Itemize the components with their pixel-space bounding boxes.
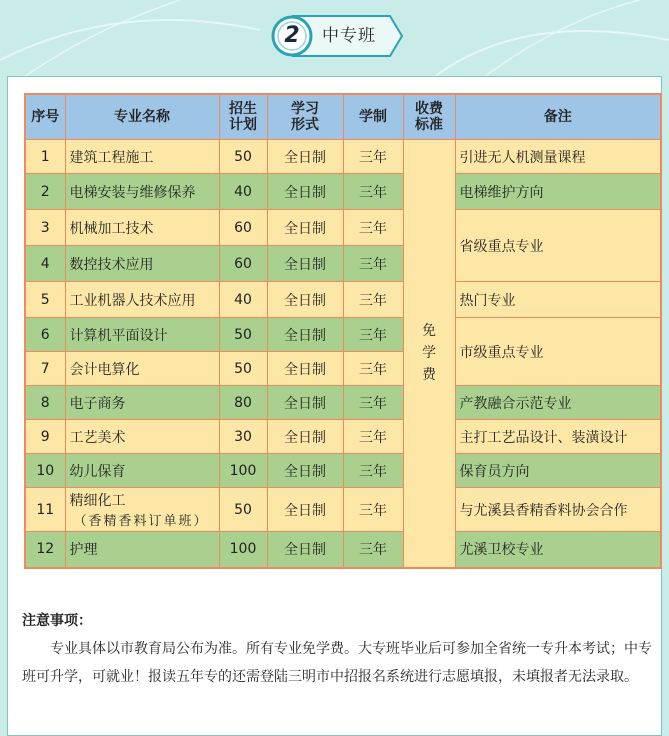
table-row <box>25 488 661 532</box>
table-row <box>25 386 661 420</box>
cell-name: 电子商务 <box>65 386 219 420</box>
cell-form: 全日制 <box>267 174 343 210</box>
table-row <box>25 140 661 174</box>
cell-plan: 60 <box>219 246 267 282</box>
cell-name: 计算机平面设计 <box>65 318 219 352</box>
cell-no: 5 <box>25 282 65 318</box>
cell-form: 全日制 <box>267 386 343 420</box>
cell-form: 全日制 <box>267 454 343 488</box>
cell-note: 保育员方向 <box>455 454 661 488</box>
cell-form: 全日制 <box>267 488 343 532</box>
cell-form: 全日制 <box>267 210 343 246</box>
col-header-no: 序号 <box>25 94 65 140</box>
cell-plan: 40 <box>219 282 267 318</box>
col-header-form: 学习形式 <box>267 94 343 140</box>
cell-form: 全日制 <box>267 420 343 454</box>
notice-title: 注意事项： <box>22 613 92 629</box>
cell-plan: 50 <box>219 140 267 174</box>
cell-years: 三年 <box>343 454 403 488</box>
cell-plan: 50 <box>219 488 267 532</box>
cell-note: 主打工艺品设计、装潢设计 <box>455 420 661 454</box>
cell-name: 工艺美术 <box>65 420 219 454</box>
cell-name-sub: （香精香料订单班） <box>73 514 209 529</box>
cell-note: 与尤溪县香精香料协会合作 <box>455 488 661 532</box>
cell-plan: 100 <box>219 454 267 488</box>
cell-form: 全日制 <box>267 246 343 282</box>
cell-no: 1 <box>25 140 65 174</box>
cell-name: 建筑工程施工 <box>65 140 219 174</box>
cell-plan: 60 <box>219 210 267 246</box>
cell-no: 6 <box>25 318 65 352</box>
fee-text: 免学费 <box>422 323 436 384</box>
cell-note: 电梯维护方向 <box>455 174 661 210</box>
cell-years: 三年 <box>343 210 403 246</box>
cell-no: 11 <box>25 488 65 532</box>
cell-note: 产教融合示范专业 <box>455 386 661 420</box>
cell-no: 12 <box>25 532 65 568</box>
cell-note: 尤溪卫校专业 <box>455 532 661 568</box>
cell-no: 10 <box>25 454 65 488</box>
cell-years: 三年 <box>343 488 403 532</box>
section-number: 2 <box>284 23 300 48</box>
notice-body: 专业具体以市教育局公布为准。所有专业免学费。大专班毕业后可参加全省统一专升本考试；中专班可升学，可就业！报读五年专的还需登陆三明市中招报名系统进行志愿填报，未填报者无法录取。 <box>22 641 652 685</box>
cell-years: 三年 <box>343 246 403 282</box>
cell-years: 三年 <box>343 318 403 352</box>
cell-form: 全日制 <box>267 352 343 386</box>
cell-years: 三年 <box>343 352 403 386</box>
cell-form: 全日制 <box>267 532 343 568</box>
cell-form: 全日制 <box>267 140 343 174</box>
cell-no: 4 <box>25 246 65 282</box>
cell-name: 工业机器人技术应用 <box>65 282 219 318</box>
cell-name: 电梯安装与维修保养 <box>65 174 219 210</box>
section-title-badge <box>270 14 404 58</box>
cell-note: 引进无人机测量课程 <box>455 140 661 174</box>
cell-plan: 100 <box>219 532 267 568</box>
cell-years: 三年 <box>343 420 403 454</box>
cell-years: 三年 <box>343 386 403 420</box>
cell-name: 机械加工技术 <box>65 210 219 246</box>
cell-form: 全日制 <box>267 282 343 318</box>
cell-plan: 50 <box>219 318 267 352</box>
cell-no: 2 <box>25 174 65 210</box>
table-row <box>25 532 661 568</box>
notice-section <box>22 607 658 691</box>
cell-name <box>65 488 219 532</box>
cell-note: 市级重点专业 <box>455 318 661 386</box>
col-header-years: 学制 <box>343 94 403 140</box>
cell-note: 省级重点专业 <box>455 210 661 282</box>
table-row <box>25 318 661 352</box>
col-header-plan: 招生计划 <box>219 94 267 140</box>
table-row <box>25 210 661 246</box>
cell-plan: 40 <box>219 174 267 210</box>
cell-years: 三年 <box>343 282 403 318</box>
content-panel <box>7 76 662 736</box>
cell-years: 三年 <box>343 140 403 174</box>
cell-no: 7 <box>25 352 65 386</box>
cell-plan: 30 <box>219 420 267 454</box>
cell-name-main: 精细化工 <box>69 493 126 509</box>
col-header-fee: 收费标准 <box>403 94 455 140</box>
table-header-row <box>25 94 661 140</box>
col-header-note: 备注 <box>455 94 661 140</box>
majors-table <box>24 93 662 569</box>
table-row <box>25 174 661 210</box>
table-row <box>25 420 661 454</box>
table-row <box>25 282 661 318</box>
cell-fee <box>403 140 455 568</box>
cell-no: 9 <box>25 420 65 454</box>
cell-name: 幼儿保育 <box>65 454 219 488</box>
cell-name: 数控技术应用 <box>65 246 219 282</box>
cell-plan: 80 <box>219 386 267 420</box>
cell-years: 三年 <box>343 532 403 568</box>
table-row <box>25 454 661 488</box>
cell-no: 3 <box>25 210 65 246</box>
cell-no: 8 <box>25 386 65 420</box>
cell-years: 三年 <box>343 174 403 210</box>
col-header-name: 专业名称 <box>65 94 219 140</box>
section-title: 中专班 <box>322 26 376 46</box>
cell-name: 会计电算化 <box>65 352 219 386</box>
cell-plan: 50 <box>219 352 267 386</box>
cell-name: 护理 <box>65 532 219 568</box>
cell-note: 热门专业 <box>455 282 661 318</box>
cell-form: 全日制 <box>267 318 343 352</box>
